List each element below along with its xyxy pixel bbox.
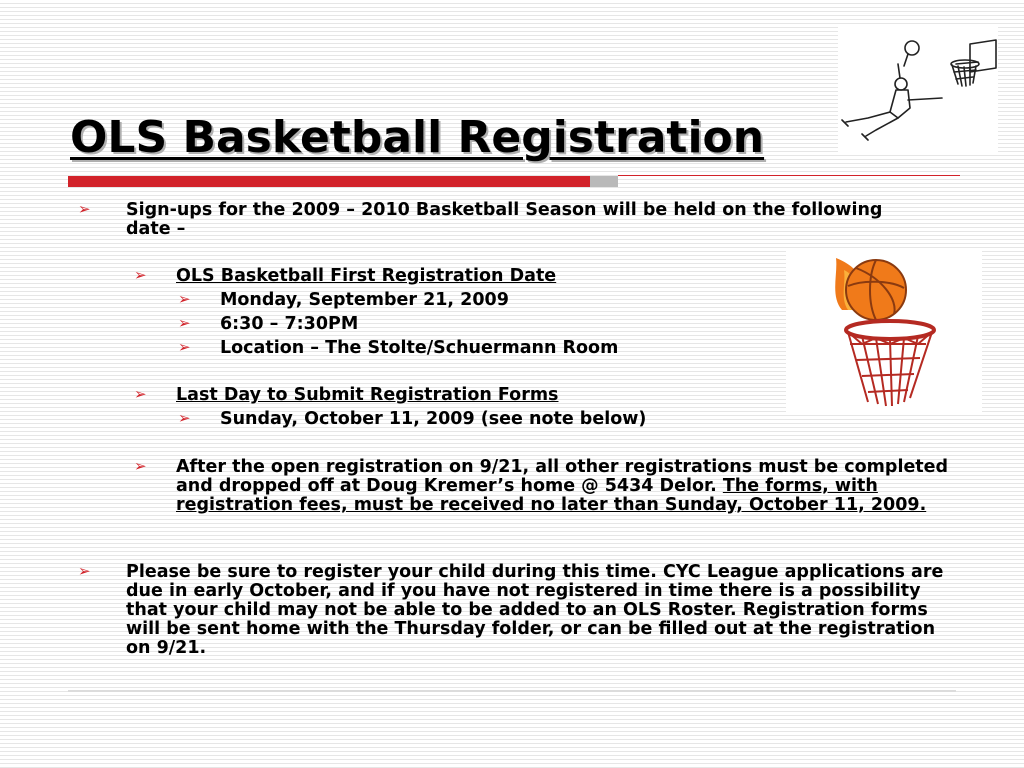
bullet-arrow-icon: ➢ (134, 266, 147, 284)
list-item (134, 266, 876, 286)
bullet-arrow-icon: ➢ (178, 338, 191, 356)
bullet-text: Sunday, October 11, 2009 (see note below) (220, 409, 647, 429)
list-item (178, 290, 820, 310)
slide-title: OLS Basketball Registration (70, 112, 765, 163)
bullet-arrow-icon: ➢ (178, 290, 191, 308)
footer-divider-line (68, 690, 956, 692)
bullet-text: After the open registration on 9/21, all other registrations must be completed and dropped off at Doug Kremer’s home @ 5434 Delor. (176, 457, 949, 496)
bullet-text: Please be sure to register your child during this time. CYC League applications are due in early October, and if you have not registered in time there is a possibility that your child may not be able to be added to an OLS Roster. Registration forms will be sent home with the Thursday folder, or can be filled out at the registration on 9/21. (126, 562, 944, 658)
list-item (78, 562, 951, 658)
list-item (178, 314, 820, 334)
bullet-text: Location – The Stolte/Schuermann Room (220, 338, 619, 358)
list-item (178, 338, 820, 358)
bullet-arrow-icon: ➢ (134, 385, 147, 403)
bullet-text: Monday, September 21, 2009 (220, 290, 509, 310)
deadline-note: The forms, with registration fees, must be received no later than Sunday, October 11, 2009. (176, 476, 927, 515)
list-item (134, 385, 876, 405)
sub-heading: Last Day to Submit Registration Forms (176, 385, 559, 405)
bullet-text: 6:30 – 7:30PM (220, 314, 359, 334)
bullet-text: Sign-ups for the 2009 – 2010 Basketball Season will be held on the following date – (126, 200, 883, 239)
list-item (178, 409, 820, 429)
bullet-arrow-icon: ➢ (78, 200, 91, 218)
list-item (134, 457, 951, 515)
player-dunk-icon (838, 26, 998, 154)
title-underline-bar-red (68, 176, 590, 187)
bullet-arrow-icon: ➢ (134, 457, 147, 475)
basketball-player-dunk-image (838, 26, 998, 154)
bullet-arrow-icon: ➢ (178, 314, 191, 332)
title-divider-line (618, 175, 960, 176)
list-item (78, 200, 916, 239)
title-underline-bar-gray (590, 176, 618, 187)
sub-heading: OLS Basketball First Registration Date (176, 266, 557, 286)
bullet-arrow-icon: ➢ (178, 409, 191, 427)
bullet-arrow-icon: ➢ (78, 562, 91, 580)
